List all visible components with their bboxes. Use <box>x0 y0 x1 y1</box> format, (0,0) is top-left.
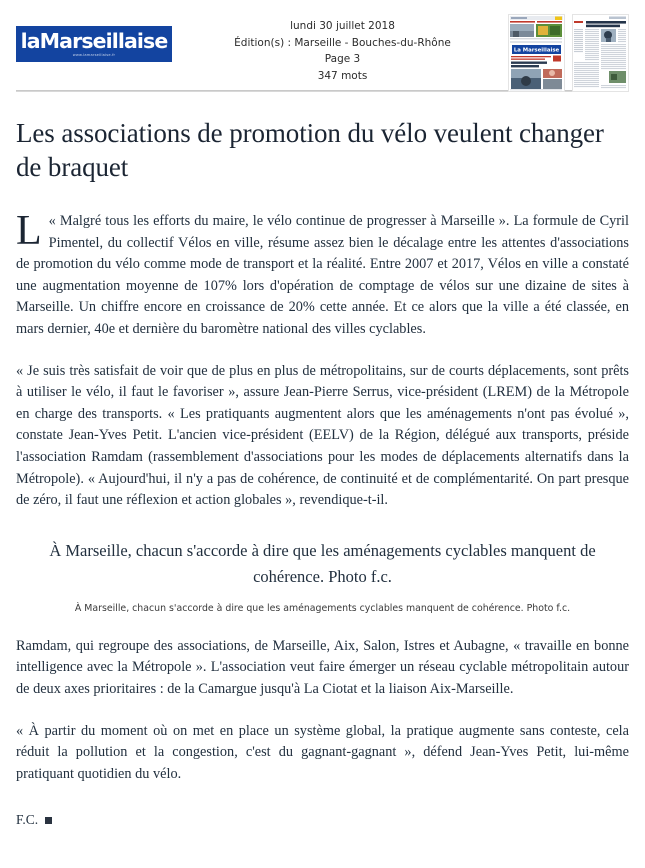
logo-wordmark <box>21 31 168 52</box>
publication-page: Page 3 <box>324 53 361 65</box>
publication-logo <box>16 12 186 62</box>
article-paragraph-2: « Je suis très satisfait de voir que de plus en plus de métropolitains, sur de courts déplacements, sont prêts à utiliser le vélo, il faut le favoriser », assure Jean-Pierre Serrus, vice-président (LREM) de la Métropole en charge des transports. « Les pratiquants augmentent alors que les aménagements n'ont pas évolué », constate Jean-Yves Petit. L'ancien vice-président (EELV) de la Région, délégué aux transports, préside l'association Ramdam (rassemblement d'associations pour les modes de déplacements alternatifs dans la Métropole). « Aujourd'hui, il n'y a pas de cohérence, de continuité et de complémentarité. On part presque de zéro, il faut une réflexion et action globales », revendique-t-il. <box>16 362 629 509</box>
publication-date: lundi 30 juillet 2018 <box>290 20 395 32</box>
photo-caption-small: À Marseille, chacun s'accorde à dire que les aménagements cyclables manquent de cohérence. Photo f.c. <box>74 602 571 614</box>
logo-name-prefix: la <box>20 29 40 54</box>
front-page-thumbnail[interactable] <box>508 14 565 92</box>
publication-word-count: 347 mots <box>317 69 368 82</box>
inner-page-thumbnail[interactable] <box>572 14 629 92</box>
logo-name-main: Marseillaise <box>39 29 168 54</box>
article-paragraph-3: Ramdam, qui regroupe des associations, de Marseille, Aix, Salon, Istres et Aubagne, « travaille en bonne intelligence avec la Métropole ». L'association veut faire émerger un réseau cyclable métropolitain autour de deux axes prioritaires : de la Camargue jusqu'à La Ciotat et la liaison Aix-Marseille. <box>16 637 629 697</box>
photo-caption-large: À Marseille, chacun s'accorde à dire que les aménagements cyclables manquent de cohérence. Photo f.c. <box>49 540 596 586</box>
logo-url: www.lamarseillaise.fr <box>72 52 116 57</box>
publication-edition: Édition(s) : Marseille - Bouches-du-Rhône <box>234 36 451 49</box>
article-body <box>0 116 645 829</box>
article-signature <box>16 811 629 829</box>
publication-metadata <box>186 12 499 84</box>
article-paragraph-1: L« Malgré tous les efforts du maire, le vélo continue de progresser à Marseille ». La formule de Cyril Pimentel, du collectif Vélos en ville, résume assez bien le décalage entre les attentes d'associations de promotion du vélo comme mode de transport et la réalité. Entre 2007 et 2017, Vélos en ville a constaté une augmentation moyenne de 107% lors d'opération de comptage de vélos sur une dizaine de sites à Marseille. Un chiffre encore en croissance de 20% cette année. Et ce alors que la ville a été classée, en mars dernier, 40e et dernière du baromètre national des villes cyclables. <box>16 208 629 337</box>
end-of-article-square-icon <box>45 817 52 824</box>
logo-box <box>16 26 172 62</box>
article-paragraph-4: « À partir du moment où on met en place un système global, la pratique augmente sans conteste, cela réduit la pollution et la congestion, c'est du gagnant-gagnant », défend Jean-Yves Petit, lui-même pratiquant quotidien du vélo. <box>16 722 629 782</box>
signature-initials: F.C. <box>16 812 39 828</box>
page-thumbnails <box>499 12 629 92</box>
svg-text:La Marseillaise: La Marseillaise <box>513 47 560 54</box>
article-headline: Les associations de promotion du vélo veulent changer de braquet <box>16 118 604 182</box>
masthead <box>0 0 645 82</box>
